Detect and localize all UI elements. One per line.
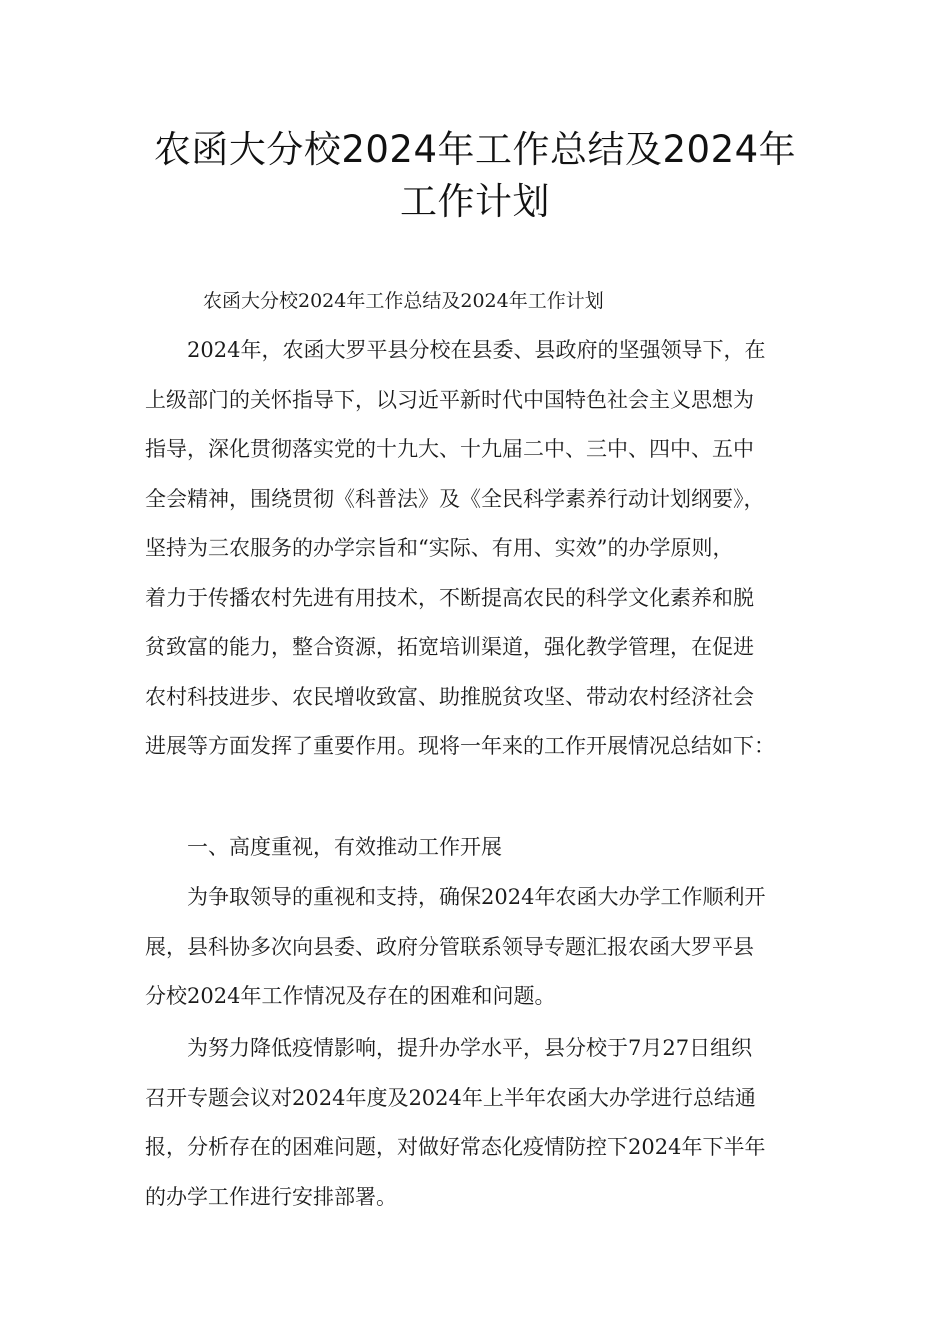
- paragraph-line: 报，分析存在的困难问题，对做好常态化疫情防控下2024年下半年: [145, 1135, 766, 1159]
- paragraph-line: 分校2024年工作情况及存在的困难和问题。: [145, 984, 556, 1008]
- intro-line: 着力于传播农村先进有用技术，不断提高农民的科学文化素养和脱: [145, 585, 754, 610]
- title-line-2: 工作计划: [400, 180, 550, 223]
- intro-line: 进展等方面发挥了重要作用。现将一年来的工作开展情况总结如下：: [145, 734, 775, 758]
- intro-line: 指导，深化贯彻落实党的十九大、十九届二中、三中、四中、五中: [145, 437, 754, 461]
- title-line-1: 农函大分校2024年工作总结及2024年: [153, 128, 797, 171]
- document-subtitle: 农函大分校2024年工作总结及2024年工作计划: [203, 290, 604, 312]
- paragraph-line: 召开专题会议对2024年度及2024年上半年农函大办学进行总结通: [145, 1085, 756, 1110]
- paragraph-line: 的办学工作进行安排部署。: [145, 1184, 397, 1209]
- section-1-paragraph-1: [145, 873, 820, 1022]
- intro-line: 上级部门的关怀指导下，以习近平新时代中国特色社会主义思想为: [145, 387, 754, 412]
- paragraph-line: 展，县科协多次向县委、政府分管联系领导专题汇报农函大罗平县: [145, 934, 754, 959]
- document-title: [100, 124, 850, 228]
- section-1-paragraph-2: [145, 1024, 820, 1222]
- paragraph-line: 为努力降低疫情影响，提升办学水平，县分校于7月27日组织: [187, 1036, 753, 1060]
- section-heading: [145, 823, 820, 873]
- paragraph-line: 为争取领导的重视和支持，确保2024年农函大办学工作顺利开: [187, 885, 766, 909]
- intro-line: 2024年，农函大罗平县分校在县委、县政府的坚强领导下，在: [187, 338, 766, 362]
- intro-paragraph: [145, 326, 820, 772]
- intro-line: 农村科技进步、农民增收致富、助推脱贫攻坚、带动农村经济社会: [145, 684, 754, 709]
- intro-line: 全会精神，围绕贯彻《科普法》及《全民科学素养行动计划纲要》，: [145, 486, 765, 511]
- intro-line: 坚持为三农服务的办学宗旨和“实际、有用、实效”的办学原则，: [145, 536, 734, 560]
- intro-line: 贫致富的能力，整合资源，拓宽培训渠道，强化教学管理，在促进: [145, 635, 754, 659]
- section-1-heading: 一、高度重视，有效推动工作开展: [187, 835, 502, 859]
